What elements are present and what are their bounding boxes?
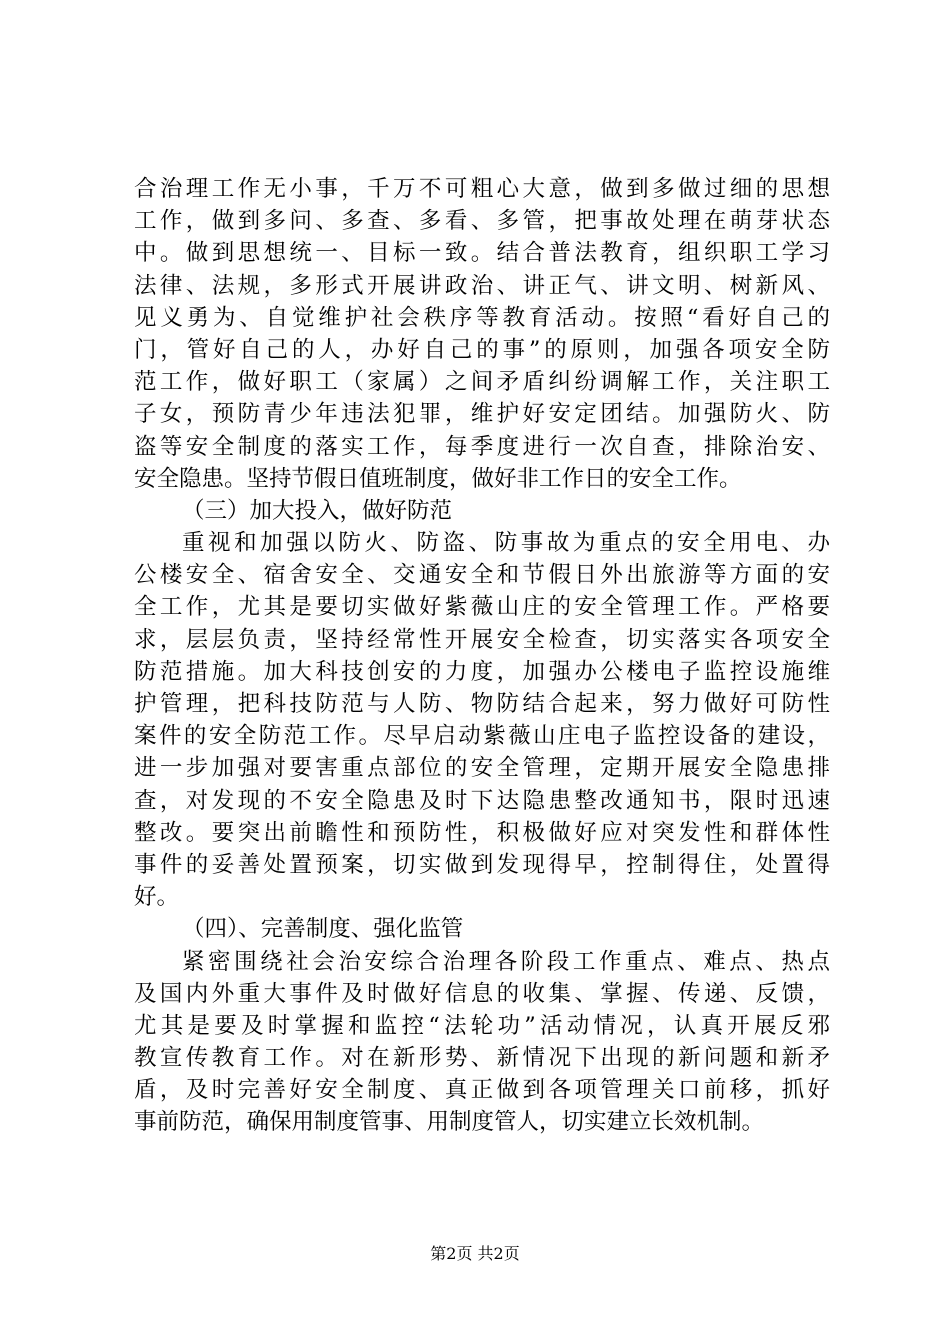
text-line: 进一步加强对要害重点部位的安全管理，定期开展安全隐患排 (134, 755, 830, 782)
text-line: 子女，预防青少年违法犯罪，维护好安定团结。加强防火、防 (134, 401, 830, 428)
document-body (134, 173, 830, 1139)
text-line: 重视和加强以防火、防盗、防事故为重点的安全用电、办 (182, 530, 830, 557)
text-line: 工作，做到多问、多查、多看、多管，把事故处理在萌芽状态 (134, 208, 830, 235)
text-line: 见义勇为、自觉维护社会秩序等教育活动。按照“看好自己的 (134, 304, 830, 331)
text-line: 合治理工作无小事，千万不可粗心大意，做到多做过细的思想 (134, 176, 830, 202)
text-line: 事件的妥善处置预案，切实做到发现得早，控制得住，处置得 (134, 851, 830, 878)
text-line: 门，管好自己的人，办好自己的事”的原则，加强各项安全防 (134, 336, 830, 363)
text-line: 全工作，尤其是要切实做好紫薇山庄的安全管理工作。严格要 (134, 594, 830, 621)
text-line: 整改。要突出前瞻性和预防性，积极做好应对突发性和群体性 (134, 819, 830, 846)
text-line: 求，层层负责，坚持经常性开展安全检查，切实落实各项安全 (134, 626, 830, 653)
text-line: 安全隐患。坚持节假日值班制度，做好非工作日的安全工作。 (134, 465, 742, 492)
text-line: 查，对发现的不安全隐患及时下达隐患整改通知书，限时迅速 (134, 787, 830, 814)
text-line: 中。做到思想统一、目标一致。结合普法教育，组织职工学习 (134, 240, 830, 267)
text-line: 好。 (134, 884, 180, 911)
text-line: 教宣传教育工作。对在新形势、新情况下出现的新问题和新矛 (134, 1045, 830, 1072)
text-line: 案件的安全防范工作。尽早启动紫薇山庄电子监控设备的建设， (134, 723, 830, 750)
page-footer: 第2页 共2页 (430, 1244, 520, 1263)
section-heading: （三）加大投入，做好防范 (182, 497, 453, 524)
text-line: 及国内外重大事件及时做好信息的收集、掌握、传递、反馈， (134, 980, 830, 1007)
text-line: 尤其是要及时掌握和监控“法轮功”活动情况，认真开展反邪 (134, 1012, 830, 1039)
text-line: 范工作，做好职工（家属）之间矛盾纠纷调解工作，关注职工 (134, 369, 830, 396)
text-line: 紧密围绕社会治安综合治理各阶段工作重点、难点、热点 (182, 948, 830, 975)
text-line: 护管理，把科技防范与人防、物防结合起来，努力做好可防性 (134, 691, 830, 717)
text-line: 防范措施。加大科技创安的力度，加强办公楼电子监控设施维 (134, 658, 830, 685)
text-line: 公楼安全、宿舍安全、交通安全和节假日外出旅游等方面的安 (134, 562, 830, 589)
text-line: 事前防范，确保用制度管事、用制度管人，切实建立长效机制。 (134, 1109, 765, 1136)
text-line: 盾，及时完善好安全制度、真正做到各项管理关口前移，抓好 (134, 1077, 830, 1104)
text-line: 盗等安全制度的落实工作，每季度进行一次自查，排除治安、 (134, 433, 830, 460)
section-heading: （四）、完善制度、强化监管 (182, 916, 464, 943)
text-line: 法律、法规，多形式开展讲政治、讲正气、讲文明、树新风、 (134, 272, 830, 299)
